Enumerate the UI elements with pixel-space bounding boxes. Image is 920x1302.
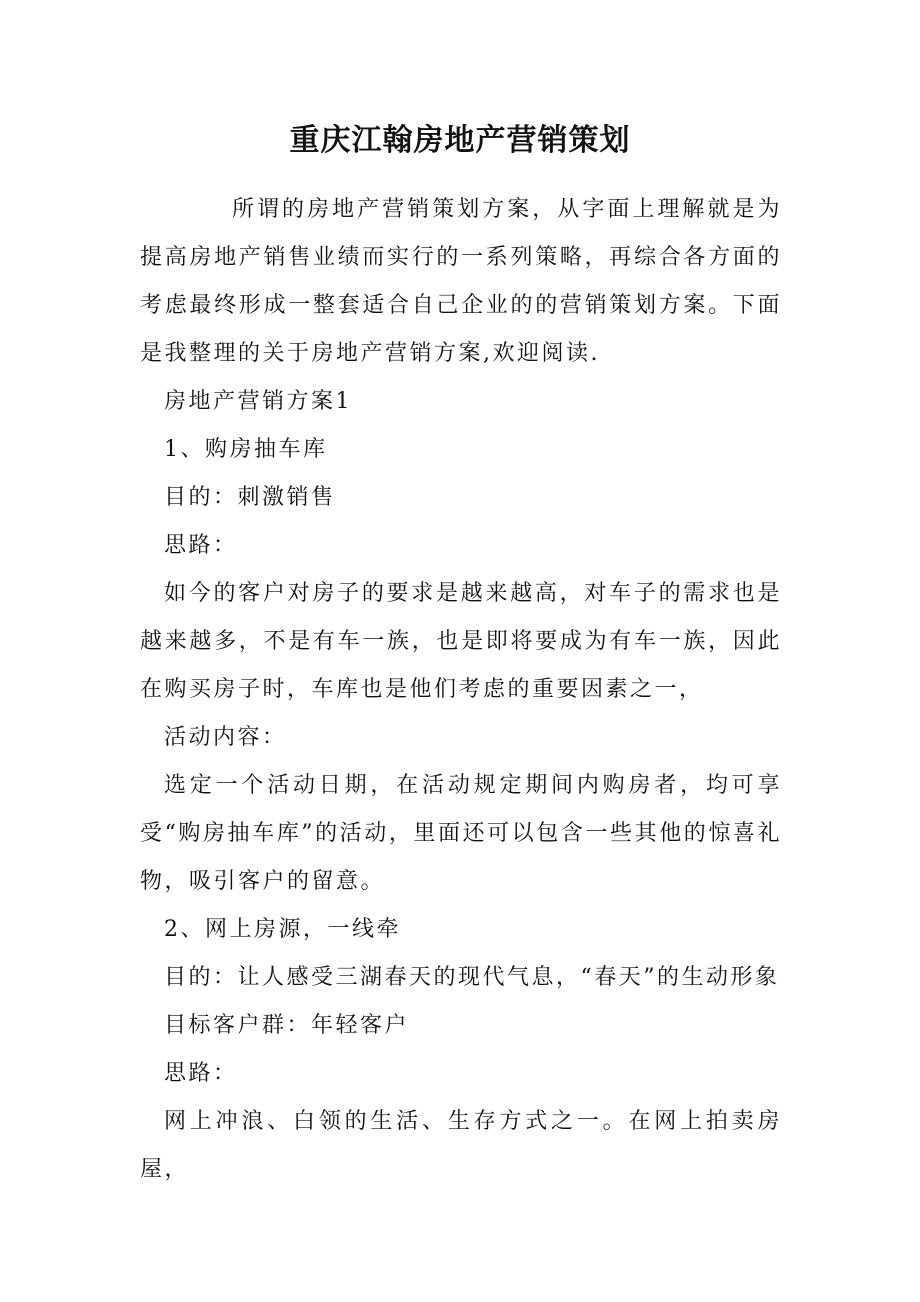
item-1-idea: 如今的客户对房子的要求是越来越高，对车子的需求也是越来越多，不是有车一族，也是即将要成为有车一族，因此在购买房子时，车库也是他们考虑的重要因素之一， — [140, 581, 782, 702]
item-2-audience: 目标客户群：年轻客户 — [164, 1013, 410, 1038]
item-1-goal: 目的：刺激销售 — [164, 485, 336, 510]
item-2-idea-label: 思路： — [164, 1061, 238, 1086]
item-1-idea-label: 思路： — [164, 533, 238, 558]
item-1-heading: 1、购房抽车库 — [164, 437, 328, 462]
item-2-heading: 2、网上房源，一线牵 — [164, 917, 401, 942]
item-1-activity: 选定一个活动日期，在活动规定期间内购房者，均可享受“购房抽车库”的活动，里面还可以包含一些其他的惊喜礼物，吸引客户的留意。 — [140, 773, 782, 894]
intro-paragraph: 所谓的房地产营销策划方案，从字面上理解就是为提高房地产销售业绩而实行的一系列策略，再综合各方面的考虑最终形成一整套适合自己企业的的营销策划方案。下面是我整理的关于房地产营销方案,欢迎阅读. — [140, 197, 782, 366]
document-title: 重庆江翰房地产营销策划 — [289, 123, 631, 158]
document-body — [140, 186, 782, 1194]
item-1-activity-label: 活动内容： — [164, 725, 287, 750]
item-2-idea: 网上冲浪、白领的生活、生存方式之一。在网上拍卖房屋， — [140, 1109, 782, 1182]
scheme-title: 房地产营销方案1 — [164, 389, 352, 414]
item-2-goal: 目的：让人感受三湖春天的现代气息，“春天”的生动形象 — [164, 965, 780, 990]
